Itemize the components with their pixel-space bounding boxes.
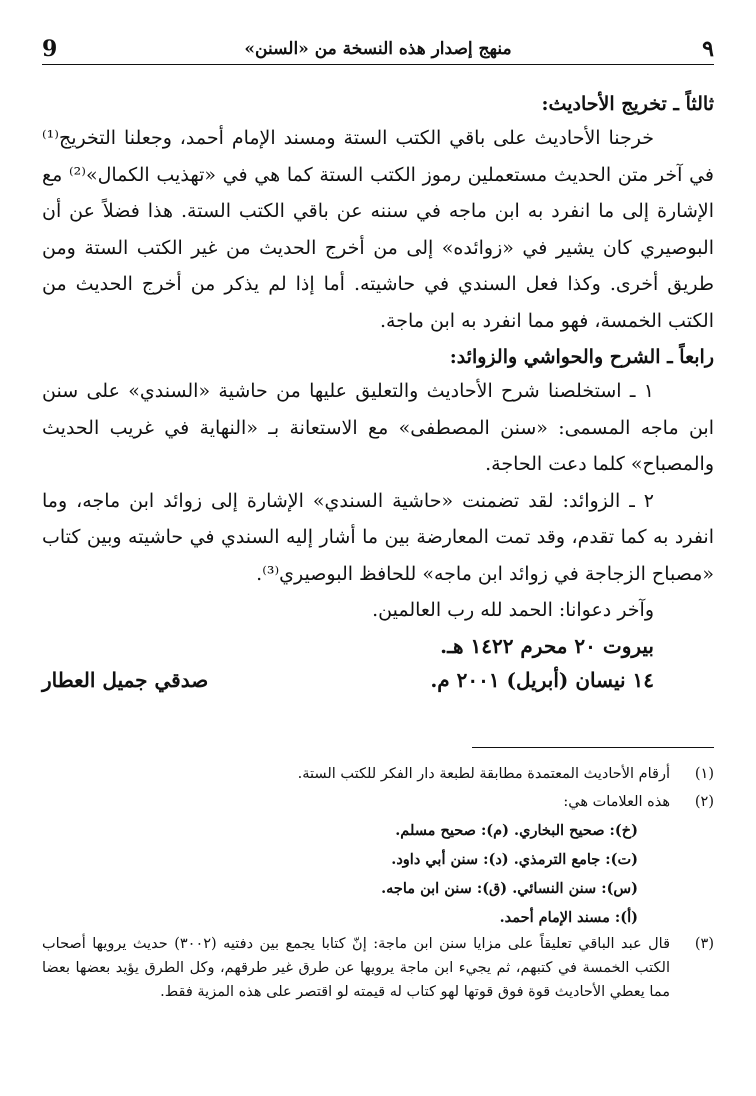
- abbreviation-line: (خ): صحيح البخاري. (م): صحيح مسلم.: [395, 822, 638, 839]
- header-divider: [42, 64, 714, 65]
- paragraph-sharh-1: ١ ـ استخلصنا شرح الأحاديث والتعليق عليها من حاشية «السندي» على سنن ابن ماجه المسمى: «سنن المصطفى» مع الاستعانة بـ «النهاية في غريب الحديث والمصباح» كلما دعت الحاجة.: [42, 380, 714, 475]
- footnote-number: (١): [694, 766, 714, 782]
- running-header: [42, 34, 714, 68]
- footnote-number: (٣): [694, 936, 714, 952]
- footnote-text: أرقام الأحاديث المعتمدة مطابقة لطبعة دار الفكر للكتب الستة.: [297, 766, 670, 782]
- signature-row: [42, 664, 714, 708]
- paragraph-sharh-2: ٢ ـ الزوائد: لقد تضمنت «حاشية السندي» الإشارة إلى زوائد ابن ماجه، وما انفرد به كما تقدم، وقد تمت المعارضة بين ما أشار إليه السندي في حاشيته وبين كتاب «مصباح الزجاجة في زوائد ابن ماجه» للحافظ البوصيري⁽³⁾.: [42, 489, 714, 585]
- footnotes: [42, 760, 714, 1004]
- footnote-1: [42, 760, 714, 788]
- footnote-text: قال عبد الباقي تعليقاً على مزايا سنن ابن ماجة: إنّ كتابا يجمع بين دفتيه (٣٠٠٢) حديث يرويها أصحاب الكتب الخمسة في كتبهم، ثم يجيء ابن ماجة يرويها عن طرق غير طرقهم، وكل الطرق يؤيد بعضها بعضا مما يعطي الأحاديث قوة فوق قوتها لهو كتاب له قيمته لو اقتصر على هذه المزية فقط.: [42, 936, 670, 1000]
- section-heading-sharh: رابعاً ـ الشرح والحواشي والزوائد:: [449, 346, 714, 368]
- author-signature: صدقي جميل العطار: [42, 668, 209, 692]
- footnote-3: [42, 932, 714, 1004]
- section-heading-takhrij: ثالثاً ـ تخريج الأحاديث:: [541, 93, 714, 115]
- page-number-arabic: ٩: [702, 36, 714, 62]
- abbreviation-line: (أ): مسند الإمام أحمد.: [499, 909, 638, 926]
- footnote-number: (٢): [694, 794, 714, 810]
- date-gregorian: ١٤ نيسان (أبريل) ٢٠٠١ م.: [430, 668, 654, 692]
- date-hijri: بيروت ٢٠ محرم ١٤٢٢ هـ.: [440, 634, 654, 658]
- main-text: [42, 88, 714, 708]
- paragraph-takhrij: خرجنا الأحاديث على باقي الكتب الستة ومسند الإمام أحمد، وجعلنا التخريج⁽¹⁾ في آخر متن الحديث مستعملين رموز الكتب الستة كما هي في «تهذيب الكمال»⁽²⁾ مع الإشارة إلى ما انفرد به ابن ماجه في سننه عن باقي الكتب الستة. هذا فضلاً عن أن البوصيري كان يشير في «زوائده» إلى من أخرج الحديث من غير الكتب الستة ومن طريق أخرى. وكذا فعل السندي في حاشيته. أما إذا لم يذكر من أخرج الحديث من الكتب الخمسة، فهو مما انفرد به ابن ماجة.: [42, 127, 714, 332]
- closing-prayer: وآخر دعوانا: الحمد لله رب العالمين.: [372, 599, 654, 621]
- footnote-2: [42, 788, 714, 816]
- abbreviation-line: (ت): جامع الترمذي. (د): سنن أبي داود.: [391, 851, 638, 868]
- abbreviation-line: (س): سنن النسائي. (ق): سنن ابن ماجه.: [381, 880, 638, 897]
- running-title: منهج إصدار هذه النسخة من «السنن»: [244, 39, 512, 59]
- footnote-text: هذه العلامات هي:: [563, 794, 670, 810]
- page-number-latin: 9: [42, 36, 58, 62]
- footnote-divider: [472, 747, 714, 748]
